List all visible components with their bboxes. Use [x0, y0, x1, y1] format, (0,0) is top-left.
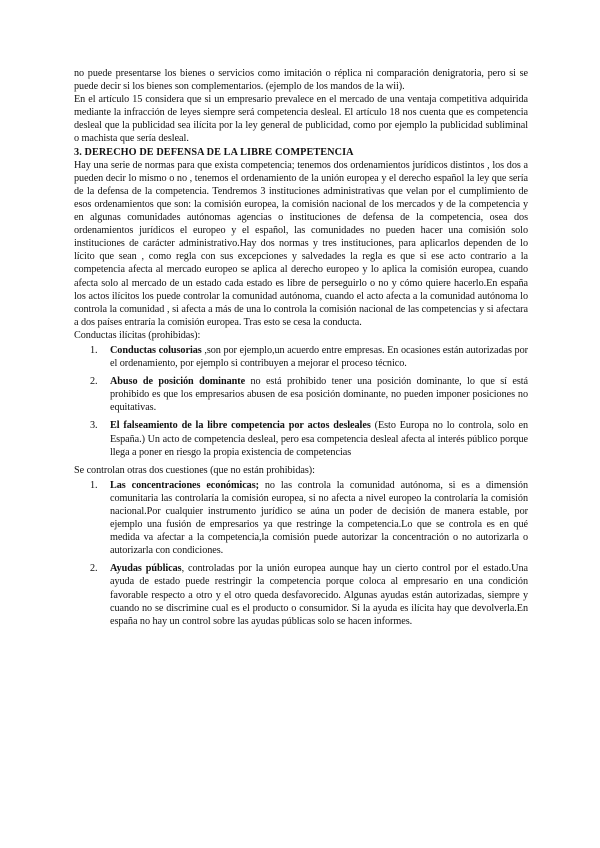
list-number: 1.: [90, 479, 98, 491]
list-number: 1.: [90, 344, 98, 356]
list-item: [74, 344, 528, 370]
section-heading: 3. DERECHO DE DEFENSA DE LA LIBRE COMPETENCIA: [74, 146, 354, 158]
list-item-text: , controladas por la unión europea aunque hay un cierto control por el estado.Una ayuda de estado puede restringir la competencia porque coloca al empresario en una condición favorable respecto a otro y el otro queda desfavorecido. Algunas ayudas están autorizadas, siempre y cuando no se discrimine cual es el producto o consumidor. Si la ayuda es ilícita hay que devolverla.En españa no hay un control sobre las ayudas públicas solo se hacen informes.: [110, 563, 529, 627]
controlan-title: Se controlan otras dos cuestiones (que no están prohibidas):: [74, 464, 315, 476]
list-item: [74, 479, 528, 558]
list-item-text: no está prohibido tener una posición dominante, lo que sí está prohibido es que los empresarios abusen de esa posición dominante, no pueden imponer posiciones no equitativas.: [110, 376, 528, 414]
conductas-title: Conductas ilícitas (prohibidas):: [74, 329, 201, 341]
list-item-text: ,son por ejemplo,un acuerdo entre empresas. En ocasiones están autorizadas por el ordenamiento, por ejemplo si contribuyen a mejorar el proceso técnico.: [110, 344, 528, 370]
list-item-term: El falseamiento de la libre competencia por actos desleales: [110, 420, 371, 432]
list-item: [74, 375, 528, 414]
list-item-text: no las controla la comunidad autónoma, si es a dimensión comunitaria las controlaría la comisión europea, si no afecta a nivel europeo la controlaría la comisión nacional.Por cualquier instrumento jurídico se aúna un poder de decisión de manera estable, por ejemplo una fusión de empresarios ya que restringe la competencia.Lo que se controla es en qué medida va afectar a la competencia,la comisión puede autorizar la concentración o no autorizarla o autorizarla con condiciones.: [110, 479, 528, 557]
list-number: 2.: [90, 376, 98, 388]
list-item-term: Conductas colusorias: [110, 344, 202, 356]
paragraph-intro: no puede presentarse los bienes o servicios como imitación o réplica ni comparación denigratoria, pero si se puede decir si los bienes son complementarios. (ejemplo de los mandos de la wii).: [74, 68, 528, 93]
list-item-text: (Esto Europa no lo controla, solo en España.) Un acto de competencia desleal, pero esa competencia desleal afecta al interés público porque llega a poner en riesgo la propia existencia de competencias: [110, 420, 528, 458]
list-item-term: Abuso de posición dominante: [110, 376, 246, 388]
paragraph-competencia: Hay una serie de normas para que exista competencia; tenemos dos ordenamientos jurídicos distintos , los dos a pueden decir lo mismo o no , tenemos el ordenamiento de la unión europea y el derecho español la ley que sería de la defensa de la competencia. Tendremos 3 instituciones administrativas que velan por el cumplimiento de esos ordenamientos que son: la comisión europea, la comisión nacional de los mercados y de la competencia y en algunas comunidades autónomas agencias o instituciones de defensa de la competencia, osea dos ordenamientos jurídicos el europeo y el español, las comunidades no pueden hacer una comisión solo instituciones de carácter administrativo.Hay dos normas y tres instituciones, para aplicarlos dependen de lo lícito que sean , como regla con sus excepciones y salvedades la regla es que si ese acto contrario a la competencia afecta al mercado europeo se aplica al derecho europeo y lo aplica la comisión europea, cuando afecta solo al mercado de un estado cada estado es libre de perseguirlo o no y cómo quiere hacerlo.En españa los actos ilícitos los puede controlar la comunidad autónoma, cuando el acto afecta a la comunidad autónoma lo controla la comunidad , si afecta a más de una lo controla la comisión nacional de las competencias y si afectara a dos países entraría la comisión europea. Tras esto se cesa la conducta.: [74, 159, 528, 328]
list-item-term: Ayudas públicas: [110, 563, 182, 575]
list-item-term: Las concentraciones económicas;: [110, 479, 259, 491]
paragraph-article-15: En el artículo 15 considera que si un empresario prevalece en el mercado de una ventaja competitiva adquirida mediante la infracción de leyes siempre será competencia desleal. El artículo 18 nos cuenta que es competencia desleal que la publicidad sea ilícita por la ley general de publicidad, como por ejemplo la publicidad subliminal o machista que sería desleal.: [74, 94, 528, 145]
list-number: 3.: [90, 420, 98, 432]
list-number: 2.: [90, 563, 98, 575]
list-item: [74, 562, 528, 627]
controlan-list: [74, 479, 528, 628]
list-item: [74, 419, 528, 458]
conductas-list: [74, 344, 528, 459]
